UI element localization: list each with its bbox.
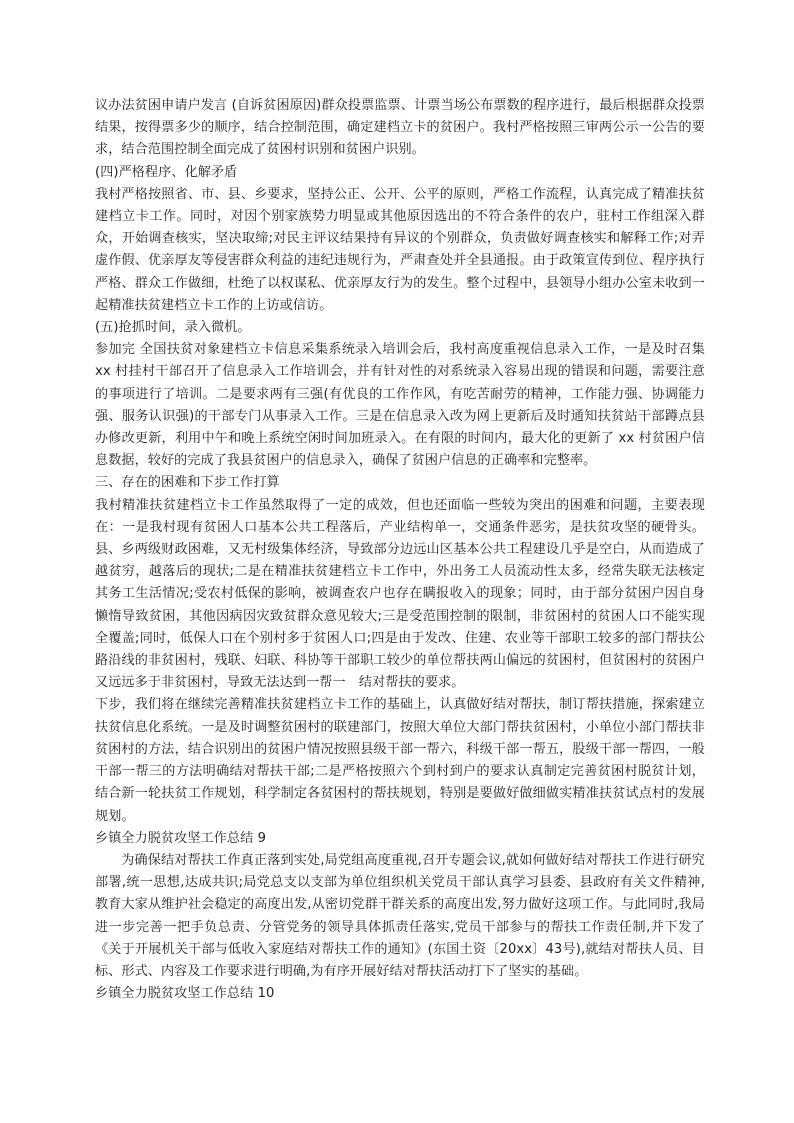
article-title: 乡镇全力脱贫攻坚工作总结 9 xyxy=(95,830,267,846)
body-paragraph: 我村精准扶贫建档立卡工作虽然取得了一定的成效，但也还面临一些较为突出的困难和问题，主要表现在：一是我村现有贫困人口基本公共工程落后，产业结构单一，交通条件恶劣，是扶贫攻坚的硬骨头。县、乡两级财政困难，又无村级集体经济，导致部分边远山区基本公共工程建设几乎是空白，从而造成了越贫穷，越落后的现状;二是在精准扶贫建档立卡工作中，外出务工人员流动性太多，经常失联无法核定其务工生活情况;受农村低保的影响，被调查农户也存在瞒报收入的现象；同时，由于部分贫困户因自身懒惰导致贫困，其他因病因灾致贫群众意见较大;三是受范围控制的限制，非贫困村的贫困人口不能实现全覆盖;同时，低保人口在个别村多于贫困人口;四是由于发改、住建、农业等干部职工较多的部门帮扶公路沿线的非贫困村，残联、妇联、科协等干部职工较少的单位帮扶两山偏远的贫困村，但贫困村的贫困户又远远多于非贫困村，导致无法达到一帮一 结对帮扶的要求。 xyxy=(95,497,705,691)
body-paragraph: 参加完 全国扶贫对象建档立卡信息采集系统录入培训会后，我村高度重视信息录入工作，一是及时召集 xx 村挂村干部召开了信息录入工作培训会，并有针对性的对系统录入容易出现的错误和问题，需要注意的事项进行了培训。二是要求两有三强(有优良的工作作风，有吃苦耐劳的精神，工作能力强、协调能力强、服务认识强)的干部专门从事录入工作。三是在信息录入改为网上更新后及时通知扶贫站干部蹲点县办修改更新，利用中午和晚上系统空闲时间加班录入。在有限的时间内，最大化的更新了 xx 村贫困户信息数据，较好的完成了我县贫困户的信息录入，确保了贫困户信息的正确率和完整率。 xyxy=(95,342,705,469)
section-heading: (四)严格程序、化解矛盾 xyxy=(95,164,238,180)
document-page xyxy=(95,95,705,1005)
article-title: 乡镇全力脱贫攻坚工作总结 10 xyxy=(95,986,275,1002)
body-paragraph: 议办法贫困申请户发言 (自诉贫困原因)群众投票监票、计票当场公布票数的程序进行，最后根据群众投票结果，按得票多少的顺序，结合控制范围，确定建档立卡的贫困户。我村严格按照三审两公示一公告的要求，结合范围控制全面完成了贫困村识别和贫困户识别。 xyxy=(95,98,705,158)
body-paragraph: 下步，我们将在继续完善精准扶贫建档立卡工作的基础上，认真做好结对帮扶，制订帮扶措施，探索建立扶贫信息化系统。一是及时调整贫困村的联建部门，按照大单位大部门帮扶贫困村，小单位小部门帮扶非贫困村的方法，结合识别出的贫困户情况按照县级干部一帮六，科级干部一帮五，股级干部一帮四，一般干部一帮三的方法明确结对帮扶干部;二是严格按照六个到村到户的要求认真制定完善贫困村脱贫计划，结合新一轮扶贫工作规划，科学制定各贫困村的帮扶规划，特别是要做好做细做实精准扶贫试点村的发展规划。 xyxy=(95,697,705,824)
body-paragraph: 为确保结对帮扶工作真正落到实处,局党组高度重视,召开专题会议,就如何做好结对帮扶工作进行研究部署,统一思想,达成共识;局党总支以支部为单位组织机关党员干部认真学习县委、县政府有关文件精神,教育大家从维护社会稳定的高度出发,从密切党群干群关系的高度出发,努力做好这项工作。与此同时,我局进一步完善一把手负总责、分管党务的领导具体抓责任落实,党员干部参与的帮扶工作责任制,并下发了《关于开展机关干部与低收入家庭结对帮扶工作的通知》(东国土资〔20xx〕43号),就结对帮扶人员、目标、形式、内容及工作要求进行明确,为有序开展好结对帮扶活动打下了坚实的基础。 xyxy=(95,852,705,979)
section-heading: 三、存在的困难和下步工作打算 xyxy=(95,475,280,491)
section-heading: (五)抢抓时间，录入微机。 xyxy=(95,320,251,336)
body-paragraph: 我村严格按照省、市、县、乡要求，坚持公正、公开、公平的原则，严格工作流程，认真完成了精准扶贫建档立卡工作。同时，对因个别家族势力明显或其他原因选出的不符合条件的农户，驻村工作组深入群众，开始调查核实，坚决取缔;对民主评议结果持有异议的个别群众，负责做好调查核实和解释工作;对弄虚作假、优亲厚友等侵害群众利益的违纪违规行为，严肃查处并全县通报。由于政策宣传到位、程序执行严格、群众工作做细，杜绝了以权谋私、优亲厚友行为的发生。整个过程中，县领导小组办公室未收到一起精准扶贫建档立卡工作的上访或信访。 xyxy=(95,186,705,313)
